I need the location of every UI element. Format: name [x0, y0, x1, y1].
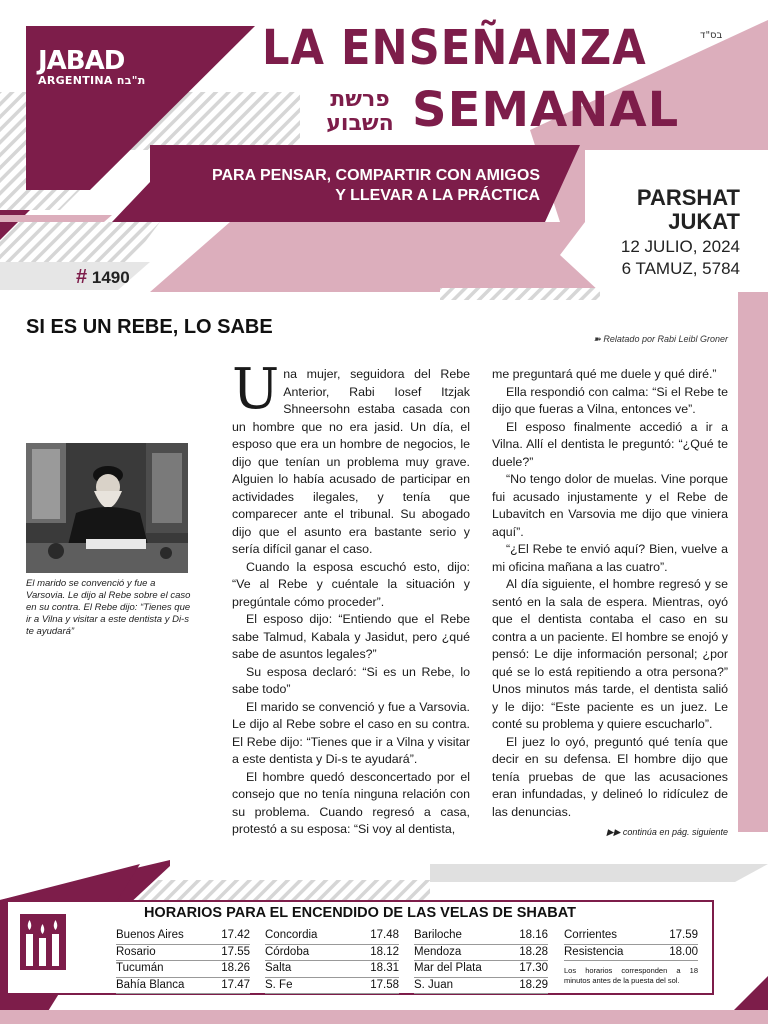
paragraph: El esposo finalmente accedió a ir a Vilna. Allí el dentista le preguntó: “¿Qué te duele?” — [492, 419, 728, 469]
city-time: 17.58 — [370, 978, 399, 991]
drop-cap: U — [232, 357, 280, 422]
parasha-hebrew — [316, 88, 404, 136]
date-gregorian: 12 JULIO, 2024 — [620, 237, 740, 256]
side-stripe — [738, 292, 768, 832]
city-name: Concordia — [265, 929, 318, 941]
title-line-2: SEMANAL — [412, 82, 680, 138]
jabad-logo-sub: ARGENTINA ת"בח — [38, 74, 146, 87]
city-row — [564, 945, 698, 962]
paragraph: “¿El Rebe te envió aquí? Bien, vuelve a mi oficina mañana a las cuatro”. — [492, 542, 728, 574]
city-column-2 — [265, 928, 399, 994]
paragraph: Ella respondió con calma: “Si el Rebe te dijo que fueras a Vilna, entonces ve”. — [492, 384, 728, 416]
city-time: 17.42 — [221, 929, 250, 941]
city-column-4 — [564, 928, 698, 961]
continued-note: ▶▶ continúa en pág. siguiente — [606, 827, 728, 837]
city-time: 18.00 — [669, 945, 698, 958]
city-time: 18.12 — [370, 945, 399, 958]
parasha-hebrew-line-1: פרשת — [330, 87, 390, 112]
city-row — [265, 945, 399, 962]
city-time: 17.48 — [370, 929, 399, 941]
city-name: Mendoza — [414, 945, 462, 958]
city-row — [414, 978, 548, 995]
city-row — [116, 945, 250, 962]
city-column-1 — [116, 928, 250, 994]
city-time: 18.16 — [519, 929, 548, 941]
candle-times-title: HORARIOS PARA EL ENCENDIDO DE LAS VELAS DE SHABAT — [143, 905, 577, 921]
city-name: Salta — [265, 962, 292, 974]
jabad-logo: JABAD — [38, 46, 125, 76]
paragraph: Su esposa declaró: “Si es un Rebe, lo sabe todo” — [232, 664, 470, 696]
city-row — [265, 928, 399, 945]
city-name: Corrientes — [564, 929, 618, 941]
city-time: 17.30 — [519, 962, 548, 974]
city-time: 18.26 — [221, 962, 250, 974]
city-row — [564, 928, 698, 945]
city-time: 17.55 — [221, 945, 250, 958]
paragraph: El esposo dijo: “Entiendo que el Rebe sabe Talmud, Kabala y Jasidut, pero ¿qué sabe de asuntos legales?” — [232, 612, 470, 661]
city-column-3 — [414, 928, 548, 994]
candle-times-note: Los horarios corresponden a 18 minutos antes de la puesta del sol. — [564, 966, 698, 985]
article-title: SI ES UN REBE, LO SABE — [26, 316, 273, 338]
city-time: 18.28 — [519, 945, 548, 958]
city-row — [116, 961, 250, 978]
city-time: 17.47 — [221, 978, 250, 991]
city-row — [116, 978, 250, 995]
photo-caption: El marido se convenció y fue a Varsovia. Le dijo al Rebe sobre el caso en su contra. El Rebe dijo: “Tienes que ir a Vilna y visitar a este dentista y Di-s te ayudará” — [26, 578, 191, 637]
article-column-1 — [232, 357, 470, 839]
bsd-mark: בס"ד — [700, 30, 723, 41]
issue-number — [76, 266, 130, 289]
paragraph: Al día siguiente, el hombre regresó y se sentó en la sala de espera. Mientras, oyó que el dentista contaba el caso en su contra a un paciente. El hombre se enojó y pensó: Le dije información personal; ¿por qué se lo está repitiendo a otra persona?” Unos minutos más tarde, el dentista salió y le dijo: “Este paciente es un juez. Le conté su problema y quiere escucharlo”. — [492, 577, 728, 731]
rebbe-photo — [26, 443, 188, 573]
city-name: Tucumán — [116, 962, 164, 974]
paragraph: El hombre quedó desconcertado por el consejo que no tenía ninguna relación con su problema. Cuando regresó a casa, protestó a su esposa: “Si voy al dentista, — [232, 769, 470, 836]
city-name: Resistencia — [564, 945, 624, 958]
hash-icon: # — [76, 266, 88, 288]
city-row — [414, 945, 548, 962]
city-name: Bahía Blanca — [116, 978, 185, 991]
city-name: S. Fe — [265, 978, 293, 991]
city-time: 17.59 — [669, 929, 698, 941]
paragraph: na mujer, seguidora del Rebe Anterior, Rabi Iosef Itzjak Shneersohn estaba casada con un hombre que no era jasid. Un día, el esposo que era un hombre de negocios, le dijo que tenían un problema muy grave. Alguien lo había acusado de participar en actividades ilegales, y tenía que comparecer ante el tribunal. Su abogado dijo que el asunto era bastante serio y sería difícil ganar el caso. — [232, 367, 470, 556]
city-time: 18.31 — [370, 962, 399, 974]
city-row — [265, 961, 399, 978]
city-row — [265, 978, 399, 995]
parshat-name — [560, 186, 740, 234]
issue-value: 1490 — [91, 268, 130, 287]
article-byline: ➽ Relatado por Rabi Leibl Groner — [593, 334, 728, 344]
city-row — [116, 928, 250, 945]
city-name: Bariloche — [414, 929, 462, 941]
city-row — [414, 961, 548, 978]
date-hebrew: 6 TAMUZ, 5784 — [621, 259, 740, 278]
title-line-1: LA ENSEÑANZA — [262, 20, 647, 76]
city-name: Rosario — [116, 945, 156, 958]
candles-icon — [20, 914, 66, 970]
parasha-hebrew-line-2: השבוע — [326, 111, 394, 136]
paragraph: “No tengo dolor de muelas. Vine porque fui acusado injustamente y el Rebe de Lubavitch en Varsovia me dijo que viniera aquí”. — [492, 472, 728, 539]
paragraph: El marido se convenció y fue a Varsovia. Le dijo al Rebe sobre el caso en su contra. El Rebe dijo: “Tienes que ir a Vilna y visitar a este dentista y Di-s te ayudará”. — [232, 699, 470, 766]
parshat-line-1: PARSHAT — [636, 185, 740, 210]
city-time: 18.29 — [519, 978, 548, 991]
city-name: Córdoba — [265, 945, 310, 958]
tagline — [150, 166, 540, 206]
city-row — [414, 928, 548, 945]
parshat-line-2: JUKAT — [668, 209, 740, 234]
tagline-line-2: Y LLEVAR A LA PRÁCTICA — [335, 187, 540, 204]
city-name: Mar del Plata — [414, 962, 482, 974]
article-column-2 — [492, 366, 728, 821]
city-name: S. Juan — [414, 978, 453, 991]
paragraph: me preguntará qué me duele y qué diré.” — [492, 367, 717, 381]
paragraph: El juez lo oyó, preguntó qué tenía que decir en su defensa. El hombre dijo que tenía pruebas de que las acusaciones eran infundadas, y delineó lo ridículez de las denuncias. — [492, 734, 728, 819]
city-name: Buenos Aires — [116, 929, 184, 941]
tagline-line-1: PARA PENSAR, COMPARTIR CON AMIGOS — [211, 167, 540, 184]
paragraph: Cuando la esposa escuchó esto, dijo: “Ve al Rebe y cuéntale la situación y pregúntale cómo proceder”. — [232, 559, 470, 609]
